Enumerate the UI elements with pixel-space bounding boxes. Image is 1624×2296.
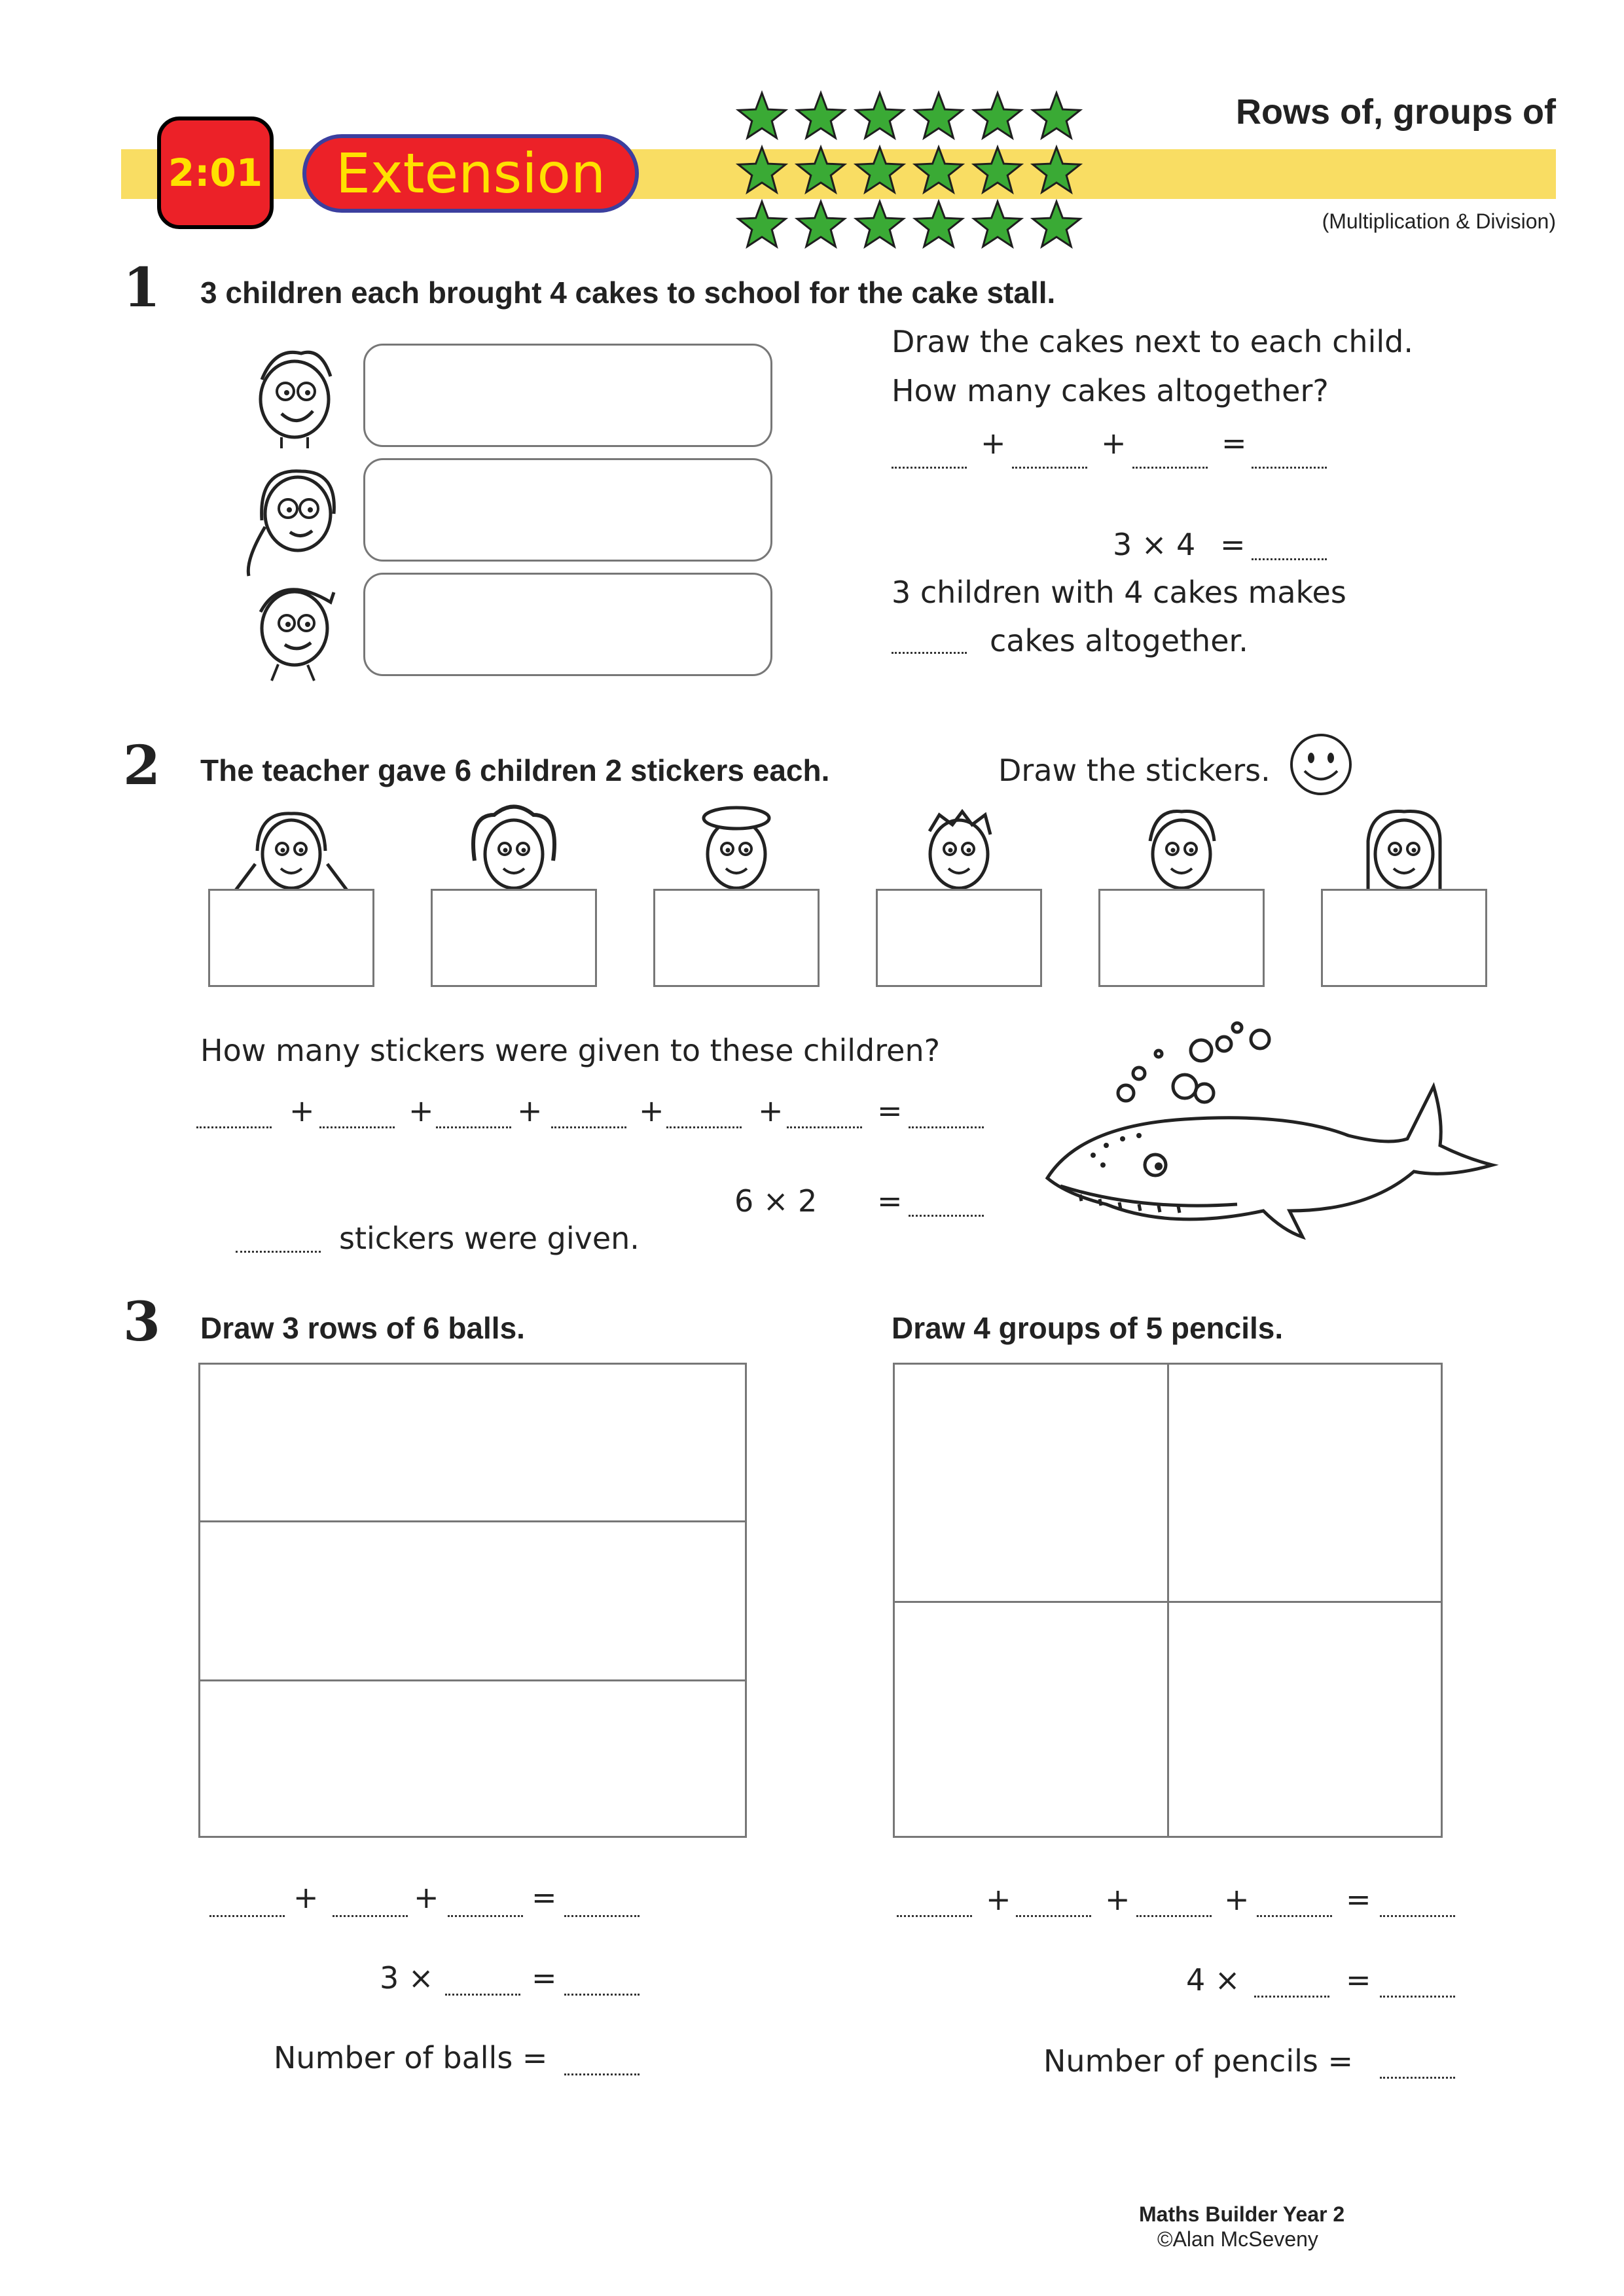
plus-sign: + [517,1093,543,1128]
level-label: Extension [335,141,606,206]
sticker-box-3[interactable] [653,889,820,987]
group-divider [1167,1363,1169,1838]
star-icon [974,147,1021,192]
boy-face-icon [261,352,331,448]
number-of-pencils-blank[interactable] [1380,2076,1455,2079]
q3-left-result-label: Number of balls = [274,2040,548,2075]
star-icon [856,202,903,247]
q2-addend-1-blank[interactable] [196,1126,272,1128]
sticker-box-2[interactable] [431,889,597,987]
q3-left-addend-1-blank[interactable] [209,1914,285,1917]
q1-instruction: Draw the cakes next to each child. [892,324,1413,359]
row-divider [198,1679,747,1681]
star-icon [1033,147,1080,192]
q2-total-blank[interactable] [236,1250,321,1253]
equals-sign: = [877,1183,903,1219]
plus-sign: + [639,1093,664,1128]
sticker-box-1[interactable] [208,889,374,987]
q2-addend-5-blank[interactable] [666,1126,742,1128]
sticker-box-4[interactable] [876,889,1042,987]
q2-equation: 6 × 2 [734,1183,818,1219]
q3-left-factor-blank[interactable] [445,1993,520,1996]
boy-face-icon [929,812,990,888]
question-3-number: 3 [123,1291,161,1354]
sticker-box-5[interactable] [1098,889,1265,987]
star-icon [915,202,962,247]
row-divider [198,1520,747,1522]
star-icon [738,93,785,138]
plus-sign: + [1105,1882,1130,1917]
topic-subtitle: (Multiplication & Division) [1322,209,1556,233]
plus-sign: + [289,1093,315,1128]
star-icon [856,147,903,192]
question-2-title: The teacher gave 6 children 2 stickers each. [200,753,830,787]
plus-sign: + [414,1880,439,1915]
star-icon [1033,202,1080,247]
q3-right-equation-prefix: 4 × [1186,1962,1240,1998]
star-icon [974,202,1021,247]
q3-right-factor-blank[interactable] [1254,1995,1329,1998]
q2-addend-4-blank[interactable] [551,1126,626,1128]
q3-right-addend-4-blank[interactable] [1257,1914,1332,1917]
q1-equation: 3 × 4 [1113,527,1196,562]
star-icon [797,147,844,192]
q2-addend-6-blank[interactable] [787,1126,862,1128]
q2-question: How many stickers were given to these children? [200,1033,941,1068]
q1-question: How many cakes altogether? [892,373,1329,408]
plus-sign: + [758,1093,784,1128]
cake-drawing-box-3[interactable] [363,573,772,676]
q1-sentence-2: cakes altogether. [990,623,1248,658]
girl-glasses-face-icon [1368,812,1440,890]
star-icon [738,202,785,247]
plus-sign: + [408,1093,434,1128]
footer-book-title: Maths Builder Year 2 [1139,2202,1345,2226]
q3-right-result-label: Number of pencils = [1043,2043,1354,2079]
q3-right-addend-1-blank[interactable] [897,1914,972,1917]
q2-children [196,805,1506,910]
q3-right-sum-blank[interactable] [1380,1914,1455,1917]
boy-glasses-face-icon [1150,812,1214,888]
boy-face-icon [261,590,334,681]
star-icon [974,93,1021,138]
q2-product-blank[interactable] [909,1214,984,1217]
q3-right-title: Draw 4 groups of 5 pencils. [892,1311,1284,1345]
curly-hair-face-icon [473,807,554,889]
question-1-number: 1 [123,257,161,319]
q2-sum-blank[interactable] [909,1126,984,1128]
q1-product-blank[interactable] [1252,558,1327,560]
balls-rows-grid[interactable] [198,1363,747,1838]
worksheet-code: 2:01 [168,151,263,195]
cake-drawing-box-1[interactable] [363,344,772,447]
q1-addend-1-blank[interactable] [892,466,967,469]
q1-addend-3-blank[interactable] [1132,466,1208,469]
q3-left-addend-2-blank[interactable] [333,1914,408,1917]
q3-left-product-blank[interactable] [564,1993,640,1996]
girl-with-glasses-face-icon [248,471,334,576]
equals-sign: = [1221,425,1247,461]
difficulty-stars [733,90,1087,254]
plus-sign: + [1224,1882,1250,1917]
group-divider [893,1601,1443,1603]
girl-pigtails-face-icon [236,814,347,890]
star-icon [915,147,962,192]
equals-sign: = [1220,527,1246,562]
q3-left-sum-blank[interactable] [564,1914,640,1917]
beret-face-icon [704,808,769,888]
q1-sentence-1: 3 children with 4 cakes makes [892,575,1346,610]
q1-total-blank[interactable] [892,651,967,654]
number-of-balls-blank[interactable] [564,2073,640,2075]
q2-addend-3-blank[interactable] [436,1126,511,1128]
q3-left-addend-3-blank[interactable] [448,1914,523,1917]
q3-left-equation-prefix: 3 × [380,1960,434,1996]
whale-icon [1041,1014,1499,1263]
q3-left-title: Draw 3 rows of 6 balls. [200,1311,525,1345]
q3-right-addend-2-blank[interactable] [1016,1914,1091,1917]
equals-sign: = [532,1960,557,1996]
q2-addend-2-blank[interactable] [319,1126,395,1128]
q2-sentence: stickers were given. [339,1221,640,1256]
q2-instruction: Draw the stickers. [998,753,1271,788]
star-icon [1033,93,1080,138]
footer-copyright: ©Alan McSeveny [1157,2227,1318,2251]
star-icon [856,93,903,138]
sticker-box-6[interactable] [1321,889,1487,987]
equals-sign: = [1346,1962,1371,1998]
equals-sign: = [532,1880,557,1915]
smiley-face-icon [1288,732,1354,797]
equals-sign: = [1346,1882,1371,1917]
star-icon [915,93,962,138]
plus-sign: + [1101,425,1127,461]
q3-right-addend-3-blank[interactable] [1136,1914,1212,1917]
q1-sum-blank[interactable] [1252,466,1327,469]
plus-sign: + [981,425,1006,461]
question-1-title: 3 children each brought 4 cakes to school for the cake stall. [200,276,1056,310]
plus-sign: + [986,1882,1011,1917]
star-icon [797,202,844,247]
cake-drawing-box-2[interactable] [363,458,772,562]
q3-right-product-blank[interactable] [1380,1995,1455,1998]
q1-children [242,340,347,687]
star-icon [797,93,844,138]
plus-sign: + [293,1880,319,1915]
question-2-number: 2 [123,734,161,797]
equals-sign: = [877,1093,903,1128]
star-icon [738,147,785,192]
q1-addend-2-blank[interactable] [1012,466,1087,469]
topic-title: Rows of, groups of [1236,92,1556,132]
